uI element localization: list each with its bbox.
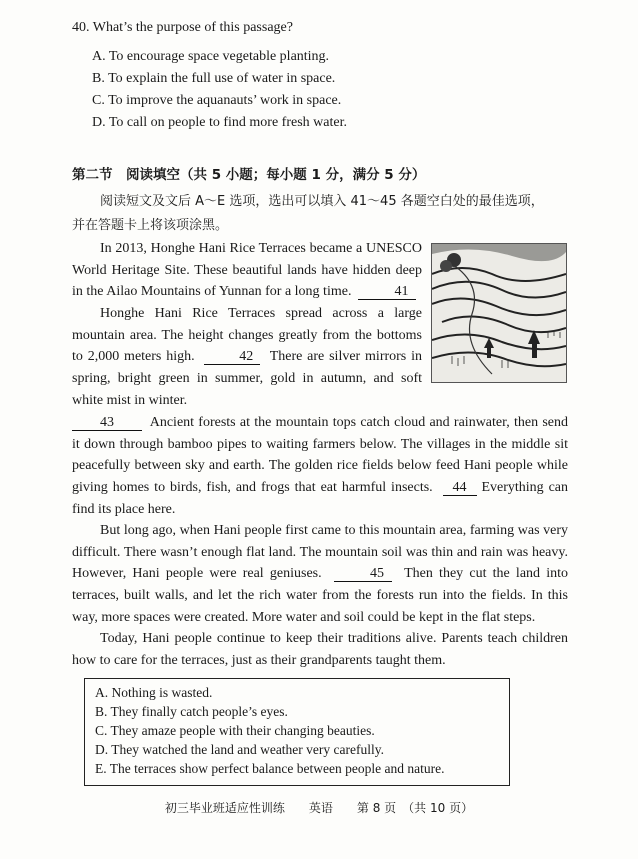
question-40-stem: 40. What’s the purpose of this passage? xyxy=(72,20,293,35)
choice-d: D. They watched the land and weather very carefully. xyxy=(95,742,384,757)
terraces-drawing xyxy=(432,244,566,382)
question-40-option-c: C. To improve the aquanauts’ work in space. xyxy=(92,93,342,108)
paragraph-4-text-a: But long ago, when Hani people first came to this mountain area, farming was very difficult. There wasn’t enough flat land. The mountain soil was thin and rain was heavy. However, Hani people were real geniuses. xyxy=(72,523,568,582)
question-40-option-a: A. To encourage space vegetable planting. xyxy=(92,49,330,64)
passage-paragraph-1 xyxy=(72,238,422,303)
paragraph-4-text-b: Then they cut the land into terraces, built walls, and let the rich water from the forests run into the fields. In this way, more spaces were created. More water and soil could be kept in the flat steps. xyxy=(72,566,568,625)
section-title: 第二节 阅读填空（共 5 小题；每小题 1 分，满分 5 分） xyxy=(72,167,426,183)
answer-choices-box xyxy=(84,678,510,786)
passage-paragraph-3 xyxy=(72,412,568,521)
passage-paragraph-5 xyxy=(72,628,568,671)
blank-41: 41 xyxy=(358,284,416,300)
blank-43: 43 xyxy=(72,415,142,431)
rice-terraces-illustration xyxy=(431,243,567,383)
paragraph-3-text-b: Everything can find its place here. xyxy=(72,480,568,517)
choice-b: B. They finally catch people’s eyes. xyxy=(95,704,288,719)
choice-a: A. Nothing is wasted. xyxy=(95,685,213,700)
choice-c: C. They amaze people with their changing beauties. xyxy=(95,723,375,738)
blank-44: 44 xyxy=(443,480,477,496)
passage-paragraph-2 xyxy=(72,303,422,412)
passage-paragraph-4 xyxy=(72,520,568,629)
question-40-option-b: B. To explain the full use of water in space. xyxy=(92,71,336,86)
paragraph-5-text: Today, Hani people continue to keep their traditions alive. Parents teach children how to care for the terraces, just as their grandparents taught them. xyxy=(72,631,568,668)
paragraph-1-text: In 2013, Honghe Hani Rice Terraces became a UNESCO World Heritage Site. These beautiful lands have hidden deep in the Ailao Mountains of Yunnan for a long time. xyxy=(72,241,422,300)
section-instruction-line2: 并在答题卡上将该项涂黑。 xyxy=(72,218,229,233)
paragraph-3-text-a: Ancient forests at the mountain tops catch cloud and rainwater, then send it down through bamboo pipes to waiting farmers below. The villages in the middle sit peacefully between sky and earth. The golden rice fields below feed Hani people while giving homes to birds, fish, and frogs that eat harmful insects. xyxy=(72,415,568,496)
section-instruction-line1: 阅读短文及文后 A～E 选项，选出可以填入 41～45 各题空白处的最佳选项， xyxy=(100,194,544,209)
question-40-option-d: D. To call on people to find more fresh water. xyxy=(92,115,347,130)
blank-45: 45 xyxy=(334,566,392,582)
choice-e: E. The terraces show perfect balance between people and nature. xyxy=(95,761,445,776)
page-footer: 初三毕业班适应性训练 英语 第 8 页 （共 10 页） xyxy=(164,801,474,815)
blank-42: 42 xyxy=(204,349,260,365)
paragraph-2-text-a: Honghe Hani Rice Terraces spread across a large mountain area. The height changes greatly from the bottoms to 2,000 meters high. xyxy=(72,306,422,365)
paragraph-2-text-b: There are silver mirrors in spring, bright green in summer, gold in autumn, and soft white mist in winter. xyxy=(72,349,422,408)
